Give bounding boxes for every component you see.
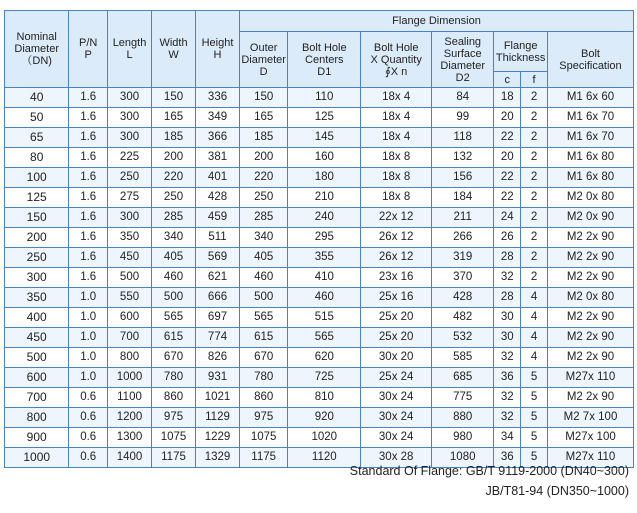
cell-outer-diameter: 200 bbox=[240, 148, 288, 168]
header-label: Thickness bbox=[495, 51, 546, 64]
cell-length: 300 bbox=[108, 128, 152, 148]
cell-bolt-hole-quantity: 18x 4 bbox=[361, 88, 432, 108]
cell-thickness-c: 28 bbox=[494, 248, 521, 268]
cell-pn: 1.6 bbox=[69, 148, 108, 168]
cell-thickness-c: 20 bbox=[494, 108, 521, 128]
cell-bolt-spec: M2 0x 80 bbox=[547, 288, 633, 308]
cell-thickness-f: 5 bbox=[521, 368, 548, 388]
cell-pn: 1.6 bbox=[69, 128, 108, 148]
cell-thickness-f: 2 bbox=[521, 268, 548, 288]
cell-width: 460 bbox=[152, 268, 196, 288]
cell-bolt-spec: M27x 110 bbox=[547, 448, 633, 468]
table-header bbox=[5, 11, 634, 88]
cell-width: 340 bbox=[152, 228, 196, 248]
cell-bolt-hole-centers: 160 bbox=[288, 148, 361, 168]
cell-sealing-diameter: 184 bbox=[432, 188, 494, 208]
cell-thickness-f: 2 bbox=[521, 128, 548, 148]
cell-thickness-c: 36 bbox=[494, 448, 521, 468]
cell-bolt-hole-quantity: 18x 4 bbox=[361, 108, 432, 128]
cell-height: 666 bbox=[196, 288, 240, 308]
cell-thickness-f: 4 bbox=[521, 348, 548, 368]
cell-bolt-hole-centers: 460 bbox=[288, 288, 361, 308]
cell-height: 511 bbox=[196, 228, 240, 248]
header-height bbox=[196, 11, 240, 88]
cell-height: 1329 bbox=[196, 448, 240, 468]
cell-outer-diameter: 250 bbox=[240, 188, 288, 208]
cell-bolt-spec: M2 2x 90 bbox=[547, 348, 633, 368]
cell-length: 700 bbox=[108, 328, 152, 348]
cell-pn: 1.0 bbox=[69, 348, 108, 368]
cell-sealing-diameter: 685 bbox=[432, 368, 494, 388]
cell-width: 615 bbox=[152, 328, 196, 348]
cell-width: 860 bbox=[152, 388, 196, 408]
cell-dn: 800 bbox=[5, 408, 69, 428]
cell-dn: 125 bbox=[5, 188, 69, 208]
header-label: Surface bbox=[443, 47, 482, 60]
cell-dn: 300 bbox=[5, 268, 69, 288]
header-label: Diameter bbox=[241, 53, 286, 66]
cell-sealing-diameter: 585 bbox=[432, 348, 494, 368]
cell-bolt-hole-quantity: 25x 24 bbox=[361, 368, 432, 388]
cell-dn: 450 bbox=[5, 328, 69, 348]
cell-length: 1100 bbox=[108, 388, 152, 408]
cell-height: 826 bbox=[196, 348, 240, 368]
header-label: Bolt Hole bbox=[301, 41, 347, 54]
cell-thickness-f: 2 bbox=[521, 148, 548, 168]
header-label: Outer bbox=[249, 41, 278, 54]
cell-outer-diameter: 405 bbox=[240, 248, 288, 268]
cell-dn: 250 bbox=[5, 248, 69, 268]
cell-thickness-c: 32 bbox=[494, 268, 521, 288]
cell-dn: 900 bbox=[5, 428, 69, 448]
header-label: Diameter bbox=[440, 59, 486, 72]
table-row bbox=[5, 348, 634, 368]
header-label: ∮X n bbox=[385, 65, 408, 78]
header-label: W bbox=[168, 49, 179, 61]
cell-outer-diameter: 1175 bbox=[240, 448, 288, 468]
cell-pn: 1.6 bbox=[69, 88, 108, 108]
cell-sealing-diameter: 211 bbox=[432, 208, 494, 228]
cell-height: 366 bbox=[196, 128, 240, 148]
cell-pn: 1.6 bbox=[69, 248, 108, 268]
cell-bolt-hole-quantity: 25x 20 bbox=[361, 308, 432, 328]
cell-pn: 0.6 bbox=[69, 388, 108, 408]
header-pn bbox=[69, 11, 108, 88]
cell-pn: 1.0 bbox=[69, 288, 108, 308]
cell-sealing-diameter: 99 bbox=[432, 108, 494, 128]
cell-bolt-hole-centers: 210 bbox=[288, 188, 361, 208]
cell-bolt-hole-centers: 725 bbox=[288, 368, 361, 388]
cell-thickness-f: 4 bbox=[521, 288, 548, 308]
cell-bolt-spec: M1 6x 60 bbox=[547, 88, 633, 108]
header-label: Diameter bbox=[14, 43, 59, 55]
cell-width: 285 bbox=[152, 208, 196, 228]
cell-bolt-hole-quantity: 26x 12 bbox=[361, 228, 432, 248]
cell-pn: 1.0 bbox=[69, 368, 108, 388]
cell-bolt-hole-centers: 180 bbox=[288, 168, 361, 188]
cell-bolt-hole-quantity: 30x 20 bbox=[361, 348, 432, 368]
cell-length: 550 bbox=[108, 288, 152, 308]
cell-thickness-c: 32 bbox=[494, 388, 521, 408]
cell-height: 428 bbox=[196, 188, 240, 208]
cell-thickness-c: 20 bbox=[494, 148, 521, 168]
cell-outer-diameter: 615 bbox=[240, 328, 288, 348]
cell-height: 336 bbox=[196, 88, 240, 108]
cell-bolt-hole-centers: 1120 bbox=[288, 448, 361, 468]
cell-thickness-c: 28 bbox=[494, 288, 521, 308]
cell-bolt-spec: M1 6x 70 bbox=[547, 128, 633, 148]
cell-outer-diameter: 150 bbox=[240, 88, 288, 108]
cell-height: 569 bbox=[196, 248, 240, 268]
cell-outer-diameter: 975 bbox=[240, 408, 288, 428]
cell-bolt-hole-centers: 110 bbox=[288, 88, 361, 108]
cell-pn: 1.0 bbox=[69, 308, 108, 328]
cell-length: 1300 bbox=[108, 428, 152, 448]
cell-pn: 1.6 bbox=[69, 268, 108, 288]
cell-length: 300 bbox=[108, 88, 152, 108]
cell-length: 275 bbox=[108, 188, 152, 208]
cell-bolt-spec: M1 6x 70 bbox=[547, 108, 633, 128]
cell-length: 1000 bbox=[108, 368, 152, 388]
cell-height: 349 bbox=[196, 108, 240, 128]
cell-thickness-f: 5 bbox=[521, 388, 548, 408]
cell-width: 1075 bbox=[152, 428, 196, 448]
table-row bbox=[5, 408, 634, 428]
cell-height: 1229 bbox=[196, 428, 240, 448]
cell-dn: 65 bbox=[5, 128, 69, 148]
header-label: D1 bbox=[317, 65, 332, 78]
header-flange-dimension: Flange Dimension bbox=[240, 11, 634, 32]
cell-sealing-diameter: 156 bbox=[432, 168, 494, 188]
cell-outer-diameter: 1075 bbox=[240, 428, 288, 448]
header-label: D2 bbox=[455, 71, 470, 84]
cell-width: 220 bbox=[152, 168, 196, 188]
cell-height: 381 bbox=[196, 148, 240, 168]
table-row bbox=[5, 308, 634, 328]
cell-thickness-f: 4 bbox=[521, 308, 548, 328]
cell-thickness-c: 30 bbox=[494, 328, 521, 348]
cell-sealing-diameter: 118 bbox=[432, 128, 494, 148]
table-row bbox=[5, 288, 634, 308]
cell-bolt-spec: M2 2x 90 bbox=[547, 268, 633, 288]
cell-length: 1200 bbox=[108, 408, 152, 428]
cell-thickness-f: 2 bbox=[521, 188, 548, 208]
cell-width: 250 bbox=[152, 188, 196, 208]
cell-bolt-hole-centers: 295 bbox=[288, 228, 361, 248]
header-label: Centers bbox=[305, 53, 344, 66]
cell-thickness-c: 22 bbox=[494, 128, 521, 148]
header-nominal-diameter bbox=[5, 11, 69, 88]
cell-bolt-spec: M2 2x 90 bbox=[547, 248, 633, 268]
header-label: Specification bbox=[559, 59, 622, 72]
cell-thickness-c: 26 bbox=[494, 228, 521, 248]
header-label: Nominal bbox=[16, 31, 57, 43]
header-label: P/N bbox=[79, 37, 98, 49]
cell-pn: 1.6 bbox=[69, 228, 108, 248]
cell-sealing-diameter: 1080 bbox=[432, 448, 494, 468]
header-bolt-hole-centers bbox=[288, 32, 361, 88]
flange-spec-table bbox=[4, 10, 634, 468]
cell-length: 225 bbox=[108, 148, 152, 168]
cell-sealing-diameter: 132 bbox=[432, 148, 494, 168]
table-row bbox=[5, 428, 634, 448]
cell-height: 697 bbox=[196, 308, 240, 328]
cell-bolt-spec: M1 6x 80 bbox=[547, 168, 633, 188]
cell-thickness-f: 5 bbox=[521, 428, 548, 448]
cell-bolt-hole-centers: 620 bbox=[288, 348, 361, 368]
cell-thickness-f: 5 bbox=[521, 448, 548, 468]
cell-bolt-hole-quantity: 30x 24 bbox=[361, 388, 432, 408]
cell-pn: 1.6 bbox=[69, 188, 108, 208]
header-bolt-spec bbox=[547, 32, 633, 88]
cell-length: 300 bbox=[108, 108, 152, 128]
table-row bbox=[5, 248, 634, 268]
cell-thickness-c: 22 bbox=[494, 188, 521, 208]
cell-outer-diameter: 460 bbox=[240, 268, 288, 288]
cell-dn: 1000 bbox=[5, 448, 69, 468]
header-outer-diameter bbox=[240, 32, 288, 88]
cell-bolt-spec: M2 2x 90 bbox=[547, 228, 633, 248]
cell-dn: 50 bbox=[5, 108, 69, 128]
cell-thickness-f: 2 bbox=[521, 168, 548, 188]
cell-bolt-hole-quantity: 18x 8 bbox=[361, 188, 432, 208]
cell-bolt-hole-centers: 810 bbox=[288, 388, 361, 408]
cell-thickness-c: 18 bbox=[494, 88, 521, 108]
cell-height: 459 bbox=[196, 208, 240, 228]
cell-bolt-hole-centers: 920 bbox=[288, 408, 361, 428]
cell-outer-diameter: 565 bbox=[240, 308, 288, 328]
cell-outer-diameter: 220 bbox=[240, 168, 288, 188]
cell-bolt-hole-quantity: 18x 8 bbox=[361, 148, 432, 168]
cell-thickness-f: 2 bbox=[521, 228, 548, 248]
cell-height: 774 bbox=[196, 328, 240, 348]
header-length bbox=[108, 11, 152, 88]
table-row bbox=[5, 328, 634, 348]
cell-height: 931 bbox=[196, 368, 240, 388]
header-label: D bbox=[259, 65, 268, 78]
footer-standard-jb: JB/T81-94 (DN350~1000) bbox=[485, 484, 629, 498]
cell-width: 165 bbox=[152, 108, 196, 128]
cell-dn: 400 bbox=[5, 308, 69, 328]
cell-bolt-hole-quantity: 18x 8 bbox=[361, 168, 432, 188]
cell-sealing-diameter: 880 bbox=[432, 408, 494, 428]
cell-sealing-diameter: 266 bbox=[432, 228, 494, 248]
cell-pn: 0.6 bbox=[69, 428, 108, 448]
table-row bbox=[5, 208, 634, 228]
cell-outer-diameter: 165 bbox=[240, 108, 288, 128]
header-label: Sealing bbox=[444, 35, 482, 48]
table-row bbox=[5, 268, 634, 288]
cell-outer-diameter: 670 bbox=[240, 348, 288, 368]
header-label: X Quantity bbox=[370, 53, 422, 66]
cell-pn: 1.6 bbox=[69, 108, 108, 128]
header-label: Length bbox=[112, 37, 147, 49]
cell-width: 200 bbox=[152, 148, 196, 168]
cell-thickness-c: 36 bbox=[494, 368, 521, 388]
cell-pn: 1.6 bbox=[69, 208, 108, 228]
cell-length: 1400 bbox=[108, 448, 152, 468]
cell-width: 185 bbox=[152, 128, 196, 148]
cell-bolt-hole-centers: 355 bbox=[288, 248, 361, 268]
cell-height: 1129 bbox=[196, 408, 240, 428]
header-sealing-surface bbox=[432, 32, 494, 88]
header-bolt-hole-quantity bbox=[361, 32, 432, 88]
cell-length: 450 bbox=[108, 248, 152, 268]
table-row bbox=[5, 128, 634, 148]
table-body bbox=[5, 88, 634, 468]
header-label: H bbox=[213, 49, 222, 61]
cell-bolt-spec: M27x 100 bbox=[547, 428, 633, 448]
table-row bbox=[5, 148, 634, 168]
cell-sealing-diameter: 980 bbox=[432, 428, 494, 448]
cell-bolt-hole-quantity: 26x 12 bbox=[361, 248, 432, 268]
cell-bolt-spec: M27x 110 bbox=[547, 368, 633, 388]
header-flange-thickness bbox=[494, 32, 548, 72]
cell-height: 1021 bbox=[196, 388, 240, 408]
cell-dn: 40 bbox=[5, 88, 69, 108]
cell-sealing-diameter: 319 bbox=[432, 248, 494, 268]
cell-bolt-hole-centers: 240 bbox=[288, 208, 361, 228]
cell-dn: 700 bbox=[5, 388, 69, 408]
cell-dn: 100 bbox=[5, 168, 69, 188]
cell-width: 780 bbox=[152, 368, 196, 388]
cell-thickness-c: 32 bbox=[494, 408, 521, 428]
cell-thickness-c: 24 bbox=[494, 208, 521, 228]
cell-sealing-diameter: 775 bbox=[432, 388, 494, 408]
header-label: L bbox=[126, 49, 133, 61]
cell-bolt-hole-quantity: 23x 16 bbox=[361, 268, 432, 288]
cell-bolt-spec: M2 0x 90 bbox=[547, 208, 633, 228]
cell-length: 800 bbox=[108, 348, 152, 368]
cell-bolt-hole-quantity: 25x 20 bbox=[361, 328, 432, 348]
cell-thickness-f: 2 bbox=[521, 88, 548, 108]
cell-width: 565 bbox=[152, 308, 196, 328]
cell-sealing-diameter: 482 bbox=[432, 308, 494, 328]
cell-outer-diameter: 285 bbox=[240, 208, 288, 228]
cell-length: 350 bbox=[108, 228, 152, 248]
cell-outer-diameter: 340 bbox=[240, 228, 288, 248]
cell-bolt-hole-centers: 565 bbox=[288, 328, 361, 348]
cell-bolt-spec: M2 7x 100 bbox=[547, 408, 633, 428]
header-label: Flange bbox=[503, 39, 538, 52]
cell-bolt-hole-centers: 1020 bbox=[288, 428, 361, 448]
cell-dn: 150 bbox=[5, 208, 69, 228]
cell-dn: 200 bbox=[5, 228, 69, 248]
cell-outer-diameter: 500 bbox=[240, 288, 288, 308]
cell-outer-diameter: 185 bbox=[240, 128, 288, 148]
cell-bolt-hole-centers: 410 bbox=[288, 268, 361, 288]
cell-width: 975 bbox=[152, 408, 196, 428]
table-row bbox=[5, 188, 634, 208]
header-label: Height bbox=[201, 37, 234, 49]
table-row bbox=[5, 368, 634, 388]
cell-dn: 80 bbox=[5, 148, 69, 168]
cell-bolt-spec: M2 2x 90 bbox=[547, 328, 633, 348]
cell-bolt-hole-quantity: 30x 24 bbox=[361, 428, 432, 448]
table-row bbox=[5, 108, 634, 128]
cell-length: 600 bbox=[108, 308, 152, 328]
cell-pn: 0.6 bbox=[69, 408, 108, 428]
cell-height: 621 bbox=[196, 268, 240, 288]
table-row bbox=[5, 88, 634, 108]
cell-thickness-c: 32 bbox=[494, 348, 521, 368]
cell-height: 401 bbox=[196, 168, 240, 188]
cell-thickness-c: 30 bbox=[494, 308, 521, 328]
cell-pn: 0.6 bbox=[69, 448, 108, 468]
cell-thickness-f: 5 bbox=[521, 408, 548, 428]
cell-sealing-diameter: 532 bbox=[432, 328, 494, 348]
cell-length: 500 bbox=[108, 268, 152, 288]
cell-sealing-diameter: 84 bbox=[432, 88, 494, 108]
cell-bolt-hole-centers: 145 bbox=[288, 128, 361, 148]
cell-width: 405 bbox=[152, 248, 196, 268]
header-label: P bbox=[84, 49, 92, 61]
cell-sealing-diameter: 370 bbox=[432, 268, 494, 288]
cell-sealing-diameter: 428 bbox=[432, 288, 494, 308]
table-row bbox=[5, 168, 634, 188]
cell-thickness-f: 2 bbox=[521, 248, 548, 268]
cell-length: 300 bbox=[108, 208, 152, 228]
header-label: （DN) bbox=[21, 55, 52, 67]
cell-bolt-hole-quantity: 30x 24 bbox=[361, 408, 432, 428]
header-width bbox=[152, 11, 196, 88]
header-label: Bolt Hole bbox=[373, 41, 419, 54]
footer-standard-gb: Standard Of Flange: GB/T 9119-2000 (DN40~300) bbox=[349, 464, 629, 478]
cell-width: 500 bbox=[152, 288, 196, 308]
cell-dn: 600 bbox=[5, 368, 69, 388]
cell-thickness-c: 34 bbox=[494, 428, 521, 448]
cell-pn: 1.0 bbox=[69, 328, 108, 348]
cell-bolt-spec: M1 6x 80 bbox=[547, 148, 633, 168]
table-row bbox=[5, 228, 634, 248]
cell-outer-diameter: 860 bbox=[240, 388, 288, 408]
cell-pn: 1.6 bbox=[69, 168, 108, 188]
header-label: Bolt bbox=[581, 47, 600, 60]
cell-bolt-hole-quantity: 30x 28 bbox=[361, 448, 432, 468]
cell-dn: 500 bbox=[5, 348, 69, 368]
cell-bolt-hole-centers: 515 bbox=[288, 308, 361, 328]
table-row bbox=[5, 388, 634, 408]
header-label: Width bbox=[159, 37, 188, 49]
cell-width: 670 bbox=[152, 348, 196, 368]
cell-length: 250 bbox=[108, 168, 152, 188]
cell-thickness-c: 22 bbox=[494, 168, 521, 188]
cell-bolt-hole-quantity: 25x 16 bbox=[361, 288, 432, 308]
header-thickness-f: f bbox=[521, 72, 548, 88]
cell-thickness-f: 2 bbox=[521, 108, 548, 128]
header-thickness-c: c bbox=[494, 72, 521, 88]
cell-width: 1175 bbox=[152, 448, 196, 468]
cell-bolt-hole-quantity: 22x 12 bbox=[361, 208, 432, 228]
cell-thickness-f: 4 bbox=[521, 328, 548, 348]
cell-width: 150 bbox=[152, 88, 196, 108]
cell-outer-diameter: 780 bbox=[240, 368, 288, 388]
cell-bolt-hole-centers: 125 bbox=[288, 108, 361, 128]
cell-dn: 350 bbox=[5, 288, 69, 308]
cell-bolt-spec: M2 2x 90 bbox=[547, 388, 633, 408]
cell-bolt-spec: M2 0x 80 bbox=[547, 188, 633, 208]
cell-bolt-spec: M2 2x 90 bbox=[547, 308, 633, 328]
cell-bolt-hole-quantity: 18x 4 bbox=[361, 128, 432, 148]
cell-thickness-f: 2 bbox=[521, 208, 548, 228]
